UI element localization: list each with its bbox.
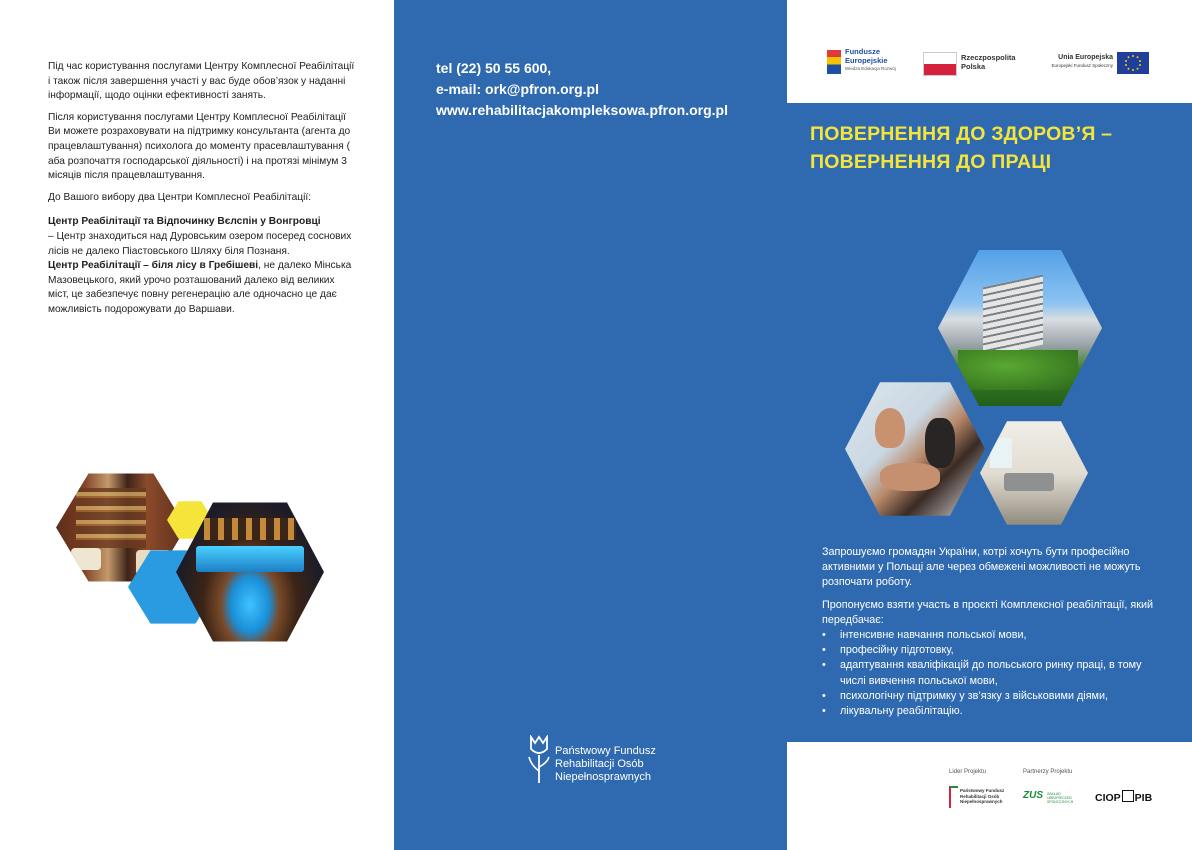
ciop-figure-icon [1122,790,1134,802]
rp-line-2: Polska [961,61,986,71]
pfron-name [555,745,675,784]
rzeczpospolita-polska-logo [923,50,1023,78]
intro-paragraph: Запрошуємо громадян України, котрі хочуть бути професійно активними у Польщі але через обмежені можливості не можуть розпочати роботу. [822,546,1141,589]
ue-line-1: Unia Europejska [1058,54,1113,61]
contact-email[interactable]: e-mail: ork@pfron.org.pl [436,81,599,97]
center-2-text: , не далеко Мінська Мазовецького, який урочо розташований далеко від великих міст, це забезпечує повну регенерацію але одночасно це дає можливість подорожувати до Варшави. [48,260,352,315]
pib-text: PIB [1134,792,1153,804]
fe-sub: Wiedza Edukacja Rozwój [845,66,896,71]
pfron-small-3: Niepełnosprawnych [960,799,1003,804]
center-1-block [48,215,358,259]
pfron-small-1: Państwowy Fundusz [960,788,1005,793]
fundusze-europejskie-logo [827,48,907,78]
contact-block [436,58,728,121]
center-1-name: Центр Реабілітації та Відпочинку Вєлспін у Вонгровці [48,216,321,228]
pfron-line-3: Niepełnosprawnych [555,771,651,783]
fe-line-1: Fundusze [845,47,880,56]
top-logo-bar [787,0,1192,103]
list-item: • інтенсивне навчання польської мови, [822,628,1162,643]
ciop-pib-logo [1095,790,1152,804]
left-paragraph-2: Після користування послугами Центру Комплесної Реабілітації Ви можете розраховувати на підтримку консультанта (агента до працевлаштування) психолога до моменту прасевлаштування ( аба розпочаття господарської діяльності) і на протязі мінімум 3 місяців після працевлаштування. [48,111,351,182]
tulip-small-icon [949,786,958,808]
rp-line-1: Rzeczpospolita [961,53,1016,62]
zus-sub: ZAKŁAD UBEZPIECZEŃ SPOŁECZNYCH [1047,792,1074,804]
list-item: • психологічну підтримку у зв’язку з військовими діями, [822,689,1162,704]
pfron-line-2: Rehabilitacji Osób [555,758,644,770]
offer-paragraph: Пропонуємо взяти участь в проєкті Комплексної реабілітації, який передбачає: [822,598,1154,626]
tulip-icon [527,735,553,785]
unia-europejska-logo [1031,50,1151,78]
center-2-block [48,259,358,317]
middle-panel [394,0,787,850]
right-text-block [822,545,1162,719]
partnerzy-label: Partnerzy Projektu [1023,769,1073,775]
lider-label: Lider Projektu [949,769,987,775]
title-line-2: ПОВЕРНЕННЯ ДО ПРАЦІ [810,151,1052,173]
list-item: • адаптування кваліфікацій до польського ринку праці, в тому числі вивчення польської мови, [822,658,1162,688]
eu-flag-icon [1117,52,1149,74]
contact-phone: tel (22) 50 55 600, [436,60,552,76]
left-text-block [48,60,358,325]
center-2-name: Центр Реабілітації – біля лісу в Гребішеві [48,260,259,272]
ciop-text: CIOP [1095,792,1121,804]
pfron-small-2: Rehabilitacji Osób [960,793,1000,799]
brochure-title [810,120,1112,176]
offer-list [822,628,1162,719]
list-item: • лікувальну реабілітацію. [822,704,1162,719]
center-1-text: – Центр знаходиться над Дуровським озером посеред соснових лісів не далеко Піастовського Шляху біля Познаня. [48,230,352,257]
left-paragraph-3: До Вашого вибору два Центри Комплесної Реабілітації: [48,191,312,203]
zus-logo [1023,790,1083,808]
pfron-small-logo [949,786,1009,810]
title-line-1: ПОВЕРНЕННЯ ДО ЗДОРОВ’Я – [810,123,1113,145]
zus-mark: ZUS [1023,790,1043,801]
left-paragraph-1: Під час користування послугами Центру Комплесної Реабілітації і також після завершення участі у вас буде обов’язок у наданні інформації, щодо оцінки ефективності занять. [48,61,355,102]
ue-line-2: Europejski Fundusz Społeczny [1051,63,1113,68]
fe-star-icon [827,50,841,74]
list-item: • професійну підготовку, [822,643,1162,658]
fe-line-2: Europejskie [845,55,888,65]
contact-website[interactable]: www.rehabilitacjakompleksowa.pfron.org.pl [436,102,728,118]
pfron-line-1: Państwowy Fundusz [555,745,656,757]
bottom-partner-bar [787,742,1192,850]
pfron-logo [527,735,656,790]
polish-flag-icon [923,52,957,76]
